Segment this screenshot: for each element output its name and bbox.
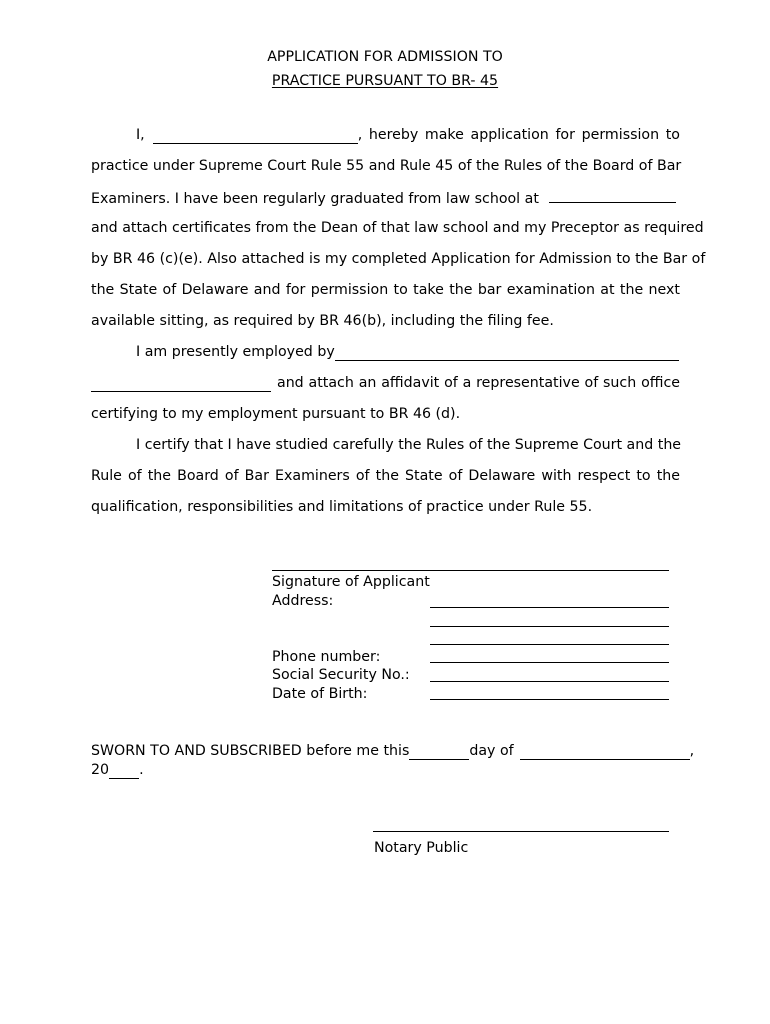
signature-label: Signature of Applicant (272, 574, 430, 590)
signature-line[interactable] (272, 570, 669, 571)
para1-pronoun: I, (136, 127, 145, 143)
sworn-year-prefix: 20 (91, 762, 110, 778)
notary-label: Notary Public (374, 840, 469, 856)
ssn-label: Social Security No.: (272, 667, 410, 683)
sworn-year-field[interactable] (109, 764, 139, 779)
para2-line2 (91, 374, 680, 392)
sworn-line (91, 742, 694, 760)
sworn-text: SWORN TO AND SUBSCRIBED before me this (91, 743, 410, 759)
law-school-field[interactable] (549, 188, 676, 203)
form-subtitle (0, 72, 770, 90)
sworn-year-line (91, 761, 144, 779)
para3-line2: Rule of the Board of Bar Examiners of the State of Delaware with respect to the (91, 468, 680, 484)
para2-line3: certifying to my employment pursuant to BR 46 (d). (91, 406, 461, 422)
dob-label: Date of Birth: (272, 686, 368, 702)
employer-field[interactable] (335, 346, 679, 361)
phone-label: Phone number: (272, 649, 381, 665)
dob-line[interactable] (430, 699, 669, 700)
para3-line3: qualification, responsibilities and limitations of practice under Rule 55. (91, 499, 593, 515)
sworn-year-suffix: . (139, 762, 144, 778)
para3-line1: I certify that I have studied carefully the Rules of the Supreme Court and the (136, 437, 682, 453)
phone-line[interactable] (430, 662, 669, 663)
sworn-day-field[interactable] (409, 745, 469, 760)
form-title: APPLICATION FOR ADMISSION TO (267, 49, 503, 65)
para1-line7: available sitting, as required by BR 46(b), including the filing fee. (91, 313, 554, 329)
para2-line1-text: I am presently employed by (136, 344, 335, 360)
form-subtitle-text: PRACTICE PURSUANT TO BR- 45 (271, 73, 499, 89)
para1-line3 (91, 188, 676, 208)
para1-line4: and attach certificates from the Dean of that law school and my Preceptor as required (91, 220, 704, 236)
sworn-comma: , (689, 743, 695, 759)
para1-line3-text: Examiners. I have been regularly graduated from law school at (91, 191, 539, 207)
para1-line5: by BR 46 (c)(e). Also attached is my completed Application for Admission to the Bar of (91, 251, 706, 267)
para1-line6: the State of Delaware and for permission to take the bar examination at the next (91, 282, 680, 298)
ssn-line[interactable] (430, 681, 669, 682)
sworn-month-field[interactable] (520, 745, 690, 760)
address-label: Address: (272, 593, 334, 609)
notary-signature-line[interactable] (373, 831, 669, 832)
para1-line1-text: , hereby make application for permission to (357, 127, 680, 143)
para1-line2: practice under Supreme Court Rule 55 and Rule 45 of the Rules of the Board of Bar (91, 158, 682, 174)
para2-line2-text: and attach an affidavit of a representative of such office (277, 375, 680, 391)
address-line-2[interactable] (430, 626, 669, 627)
sworn-dayof-text: day of (469, 743, 514, 759)
address-line-1[interactable] (430, 607, 669, 608)
employer-field-continued[interactable] (91, 377, 271, 392)
para1-line1 (136, 126, 680, 144)
applicant-name-field[interactable] (153, 129, 358, 144)
para2-line1 (136, 343, 679, 361)
address-line-3[interactable] (430, 644, 669, 645)
